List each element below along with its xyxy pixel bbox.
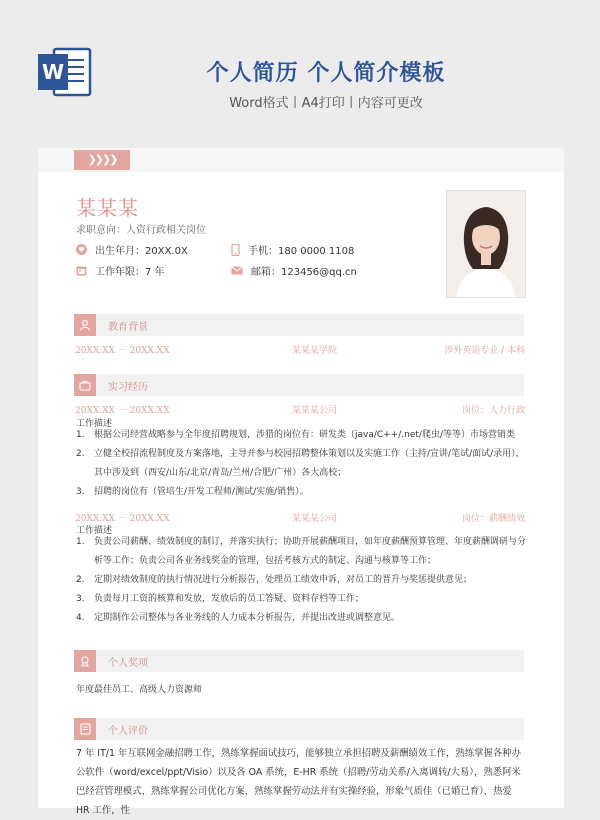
section-title: 实习经历 (108, 382, 148, 393)
phone-text: 手机：180 0000 1108 (248, 246, 355, 257)
arrows-banner: ❯❯❯❯ (74, 150, 130, 170)
birth-info (76, 242, 188, 257)
years-text: 工作年限：7 年 (95, 267, 165, 278)
email-icon (231, 266, 243, 275)
email-text: 邮箱：123456@qq.cn (251, 267, 357, 278)
page-subtitle: Word格式丨A4打印丨内容可更改 (229, 96, 423, 111)
section-title: 教育背景 (108, 322, 148, 333)
section-evaluation (74, 718, 524, 740)
template-header (0, 0, 600, 148)
years-info (76, 263, 165, 278)
birth-text: 出生年月：20XX.0X (95, 246, 188, 257)
job1-items (76, 426, 528, 502)
list-item: 2. 立健全校招流程制度及方案落地，主导并参与校园招聘整体策划以及实施工作（主持/宣讲/笔试/面试/录用），其中涉及到（西安/山东/北京/青岛/兰州/合肥/广州）各大高校； (76, 449, 525, 478)
list-item: 1. 负责公司薪酬、绩效制度的制订，并落实执行；协助开展薪酬项目，如年度薪酬预算管理、年度薪酬调研与分析等工作；负责公司各业务线奖金的管理，包括考核方式的制定、沟通与核算等工作； (76, 537, 527, 566)
section-title: 个人评价 (108, 726, 148, 737)
briefcase-icon (74, 374, 96, 396)
job-intent: 求职意向：人资行政相关岗位 (76, 225, 206, 236)
list-item: 2. 定期对绩效制度的执行情况进行分析报告，处理员工绩效申诉，对员工的晋升与奖惩提供意见； (76, 575, 473, 585)
job1-company: 某某某公司 (292, 406, 338, 416)
calendar-icon (76, 265, 87, 276)
page-title: 个人简历 个人简介模板 (206, 61, 446, 86)
heart-icon (76, 244, 87, 255)
list-item: 3. 招聘的岗位有（管培生/开发工程师/测试/实施/销售）。 (76, 487, 309, 497)
job2-date: 20XX.XX － 20XX.XX (75, 514, 170, 524)
section-title: 个人奖项 (108, 658, 148, 669)
graduation-icon (74, 314, 96, 336)
job1-role: 岗位：人力行政 (461, 406, 525, 416)
phone-icon (231, 244, 240, 256)
word-icon (38, 46, 92, 98)
resume-name: 某某某 (76, 196, 139, 220)
award-icon (74, 650, 96, 672)
job1-date: 20XX.XX － 20XX.XX (75, 406, 170, 416)
section-awards (74, 650, 524, 672)
job2-items (76, 533, 528, 628)
job1-desc-label: 工作描述 (76, 419, 113, 429)
resume-page (38, 148, 564, 816)
education-school: 某某某学院 (292, 346, 338, 356)
list-item: 1. 根据公司经营战略参与全年度招聘规划，涉猎的岗位有：研发类（java/C++/.net/爬虫/等等）市场营销类 (76, 430, 515, 440)
phone-info (231, 242, 354, 257)
section-internship (74, 374, 524, 396)
svg-text:W: W (41, 60, 65, 84)
job2-company: 某某某公司 (292, 514, 338, 524)
profile-photo (446, 190, 526, 298)
list-item: 4. 定期制作公司整体与各业务线的人力成本分析报告，并提出改进或调整意见。 (76, 613, 401, 623)
evaluation-text: 7 年 IT/1 年互联网金融招聘工作，熟练掌握面试技巧，能够独立承担招聘及薪酬绩效工作，熟练掌握各种办公软件（word/excel/ppt/Visio）以及各 OA 系统，E-HR 系统（招聘/劳动关系/入离调转/大易），熟悉阿米巴经营管理模式，熟练掌握公司优化方案，熟练掌握劳动法并有实操经验，形象气质佳（已婚已育），热爱 HR 工作，性 (76, 748, 522, 816)
job2-desc-label: 工作描述 (76, 526, 113, 536)
email-info (231, 263, 357, 278)
education-date: 20XX.XX － 20XX.XX (75, 346, 170, 356)
section-education (74, 314, 524, 336)
education-major: 涉外英语专业 / 本科 (444, 346, 525, 356)
list-item: 3. 负责每月工资的核算和发放，发放后的员工答疑、资料存档等工作； (76, 594, 365, 604)
awards-text: 年度最佳员工、高级人力资源师 (76, 685, 203, 695)
job2-role: 岗位：薪酬绩效 (461, 514, 525, 524)
resume-top-bar (38, 148, 564, 172)
note-icon (74, 718, 96, 740)
